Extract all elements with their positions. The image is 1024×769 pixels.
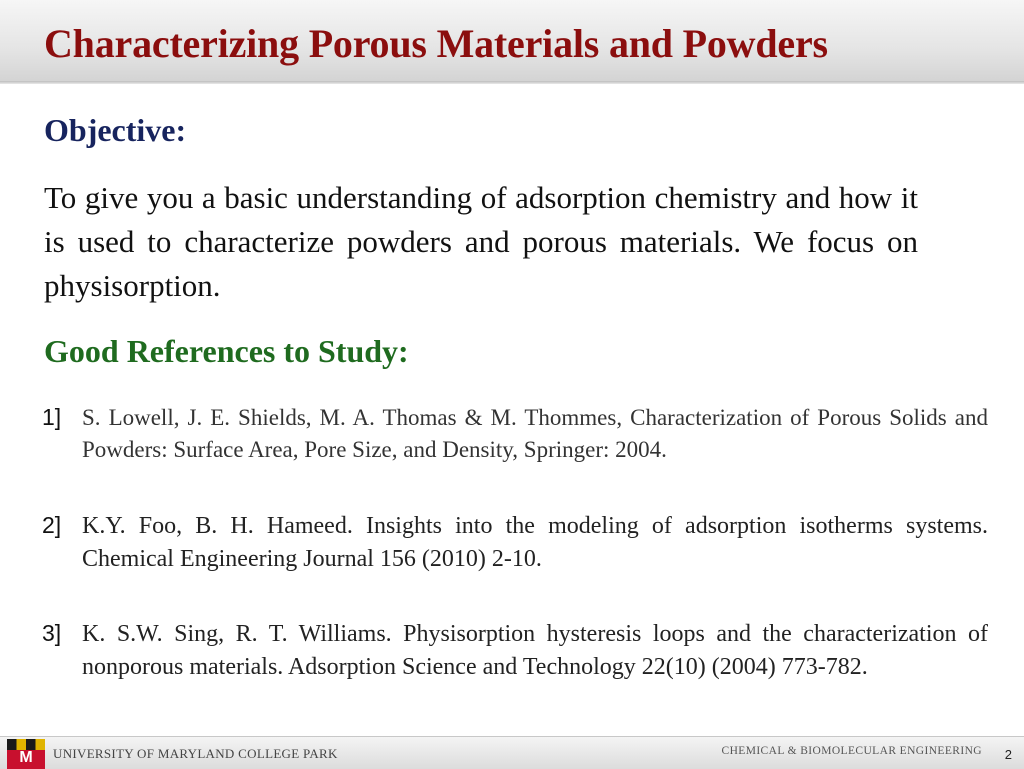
page-number: 2: [1004, 747, 1012, 762]
objective-text: To give you a basic understanding of adsorption chemistry and how it is used to characterize powders and porous materials. We focus on physisorption.: [44, 180, 918, 303]
objective-heading: Objective:: [44, 112, 187, 148]
reference-item: [42, 510, 988, 576]
footer-bar: [0, 736, 1024, 769]
references-heading: Good References to Study:: [44, 333, 409, 369]
reference-text: K.Y. Foo, B. H. Hameed. Insights into the modeling of adsorption isotherms systems. Chemical Engineering Journal 156 (2010) 2-10.: [82, 513, 988, 572]
university-logo-icon: [7, 739, 45, 769]
reference-number: 3]: [42, 620, 62, 646]
slide-title: Characterizing Porous Materials and Powders: [44, 21, 828, 66]
reference-text: K. S.W. Sing, R. T. Williams. Physisorption hysteresis loops and the characterization of nonporous materials. Adsorption Science and Technology 22(10) (2004) 773-782.: [82, 621, 988, 680]
reference-text: S. Lowell, J. E. Shields, M. A. Thomas & M. Thommes, Characterization of Porous Solids and Powders: Surface Area, Pore Size, and Density, Springer: 2004.: [82, 405, 988, 462]
footer-university-name: UNIVERSITY OF MARYLAND COLLEGE PARK: [53, 746, 338, 761]
reference-item: [42, 402, 988, 466]
title-bar: [0, 0, 1024, 84]
reference-number: 2]: [42, 512, 62, 538]
reference-number: 1]: [42, 404, 62, 430]
reference-item: [42, 618, 988, 684]
footer-department-name: CHEMICAL & BIOMOLECULAR ENGINEERING: [721, 745, 982, 757]
logo-letter: M: [19, 749, 33, 766]
